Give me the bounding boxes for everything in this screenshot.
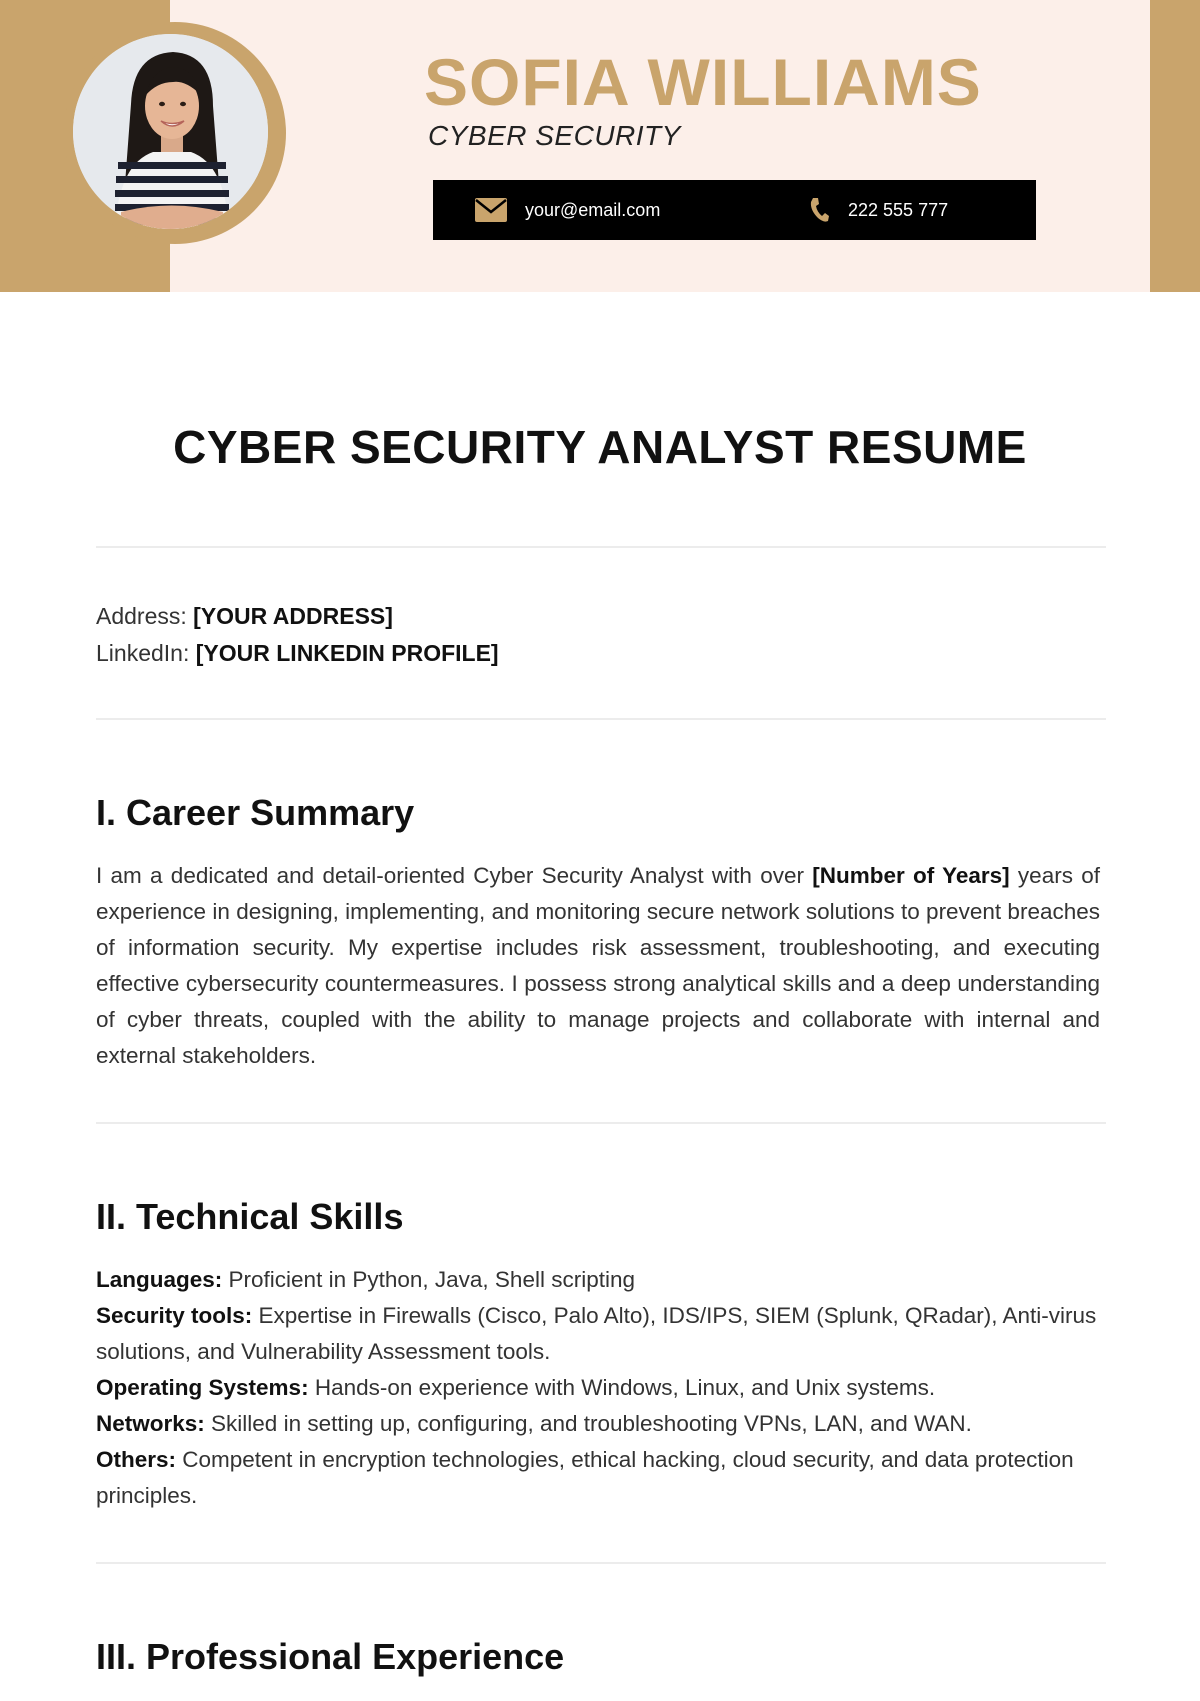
skill-item [96, 1406, 1106, 1442]
contact-email[interactable] [475, 180, 660, 240]
avatar-portrait-icon [73, 34, 268, 229]
address-line [96, 603, 393, 630]
skill-text: Hands-on experience with Windows, Linux, and Unix systems. [308, 1375, 936, 1400]
phone-icon [808, 197, 830, 223]
document-title: CYBER SECURITY ANALYST RESUME [173, 421, 1027, 473]
career-summary-text-start: I am a dedicated and detail-oriented Cyber Security Analyst with over [96, 863, 813, 888]
career-summary-text-end: years of experience in designing, implementing, and monitoring secure network solutions to prevent breaches of information security. My expertise includes risk assessment, troubleshooting, and executing effective cybersecurity countermeasures. I possess strong analytical skills and a deep understanding of cyber threats, coupled with the ability to manage projects and collaborate with internal and external stakeholders. [96, 863, 1100, 1068]
envelope-icon [475, 198, 507, 222]
divider [96, 546, 1106, 548]
contact-bar [433, 180, 1036, 240]
candidate-role: CYBER SECURITY [428, 120, 681, 151]
career-summary-years-placeholder: [Number of Years] [812, 863, 1010, 888]
section-heading-professional-experience: III. Professional Experience [96, 1636, 565, 1677]
address-label: Address: [96, 603, 187, 629]
skill-item [96, 1370, 1106, 1406]
divider [96, 718, 1106, 720]
skill-text: Expertise in Firewalls (Cisco, Palo Alto), IDS/IPS, SIEM (Splunk, QRadar), Anti-virus solutions, and Vulnerability Assessment tools. [96, 1303, 1097, 1364]
linkedin-line [96, 640, 499, 667]
skill-label: Networks: [96, 1411, 205, 1436]
skill-text: Skilled in setting up, configuring, and troubleshooting VPNs, LAN, and WAN. [204, 1411, 972, 1436]
skill-text: Proficient in Python, Java, Shell scripting [222, 1267, 635, 1292]
skill-label: Others: [96, 1447, 177, 1472]
address-value: [YOUR ADDRESS] [193, 603, 393, 629]
divider [96, 1122, 1106, 1124]
contact-email-text: your@email.com [525, 199, 661, 220]
candidate-name: SOFIA WILLIAMS [424, 45, 982, 119]
section-heading-career-summary: I. Career Summary [96, 792, 415, 833]
skill-text: Competent in encryption technologies, ethical hacking, cloud security, and data protection principles. [96, 1447, 1074, 1508]
skill-label: Languages: [96, 1267, 223, 1292]
technical-skills-list [96, 1262, 1106, 1514]
avatar [73, 34, 268, 229]
divider [96, 1562, 1106, 1564]
skill-item [96, 1262, 1106, 1298]
skill-item [96, 1298, 1106, 1370]
skill-label: Operating Systems: [96, 1375, 309, 1400]
linkedin-label: LinkedIn: [96, 640, 190, 666]
linkedin-value: [YOUR LINKEDIN PROFILE] [195, 640, 499, 666]
skill-label: Security tools: [96, 1303, 253, 1328]
career-summary-text [96, 858, 1100, 1074]
section-heading-technical-skills: II. Technical Skills [96, 1196, 404, 1237]
header-accent-right [1150, 0, 1200, 292]
contact-phone[interactable] [808, 180, 948, 240]
skill-item [96, 1442, 1106, 1514]
contact-phone-text: 222 555 777 [848, 199, 949, 220]
